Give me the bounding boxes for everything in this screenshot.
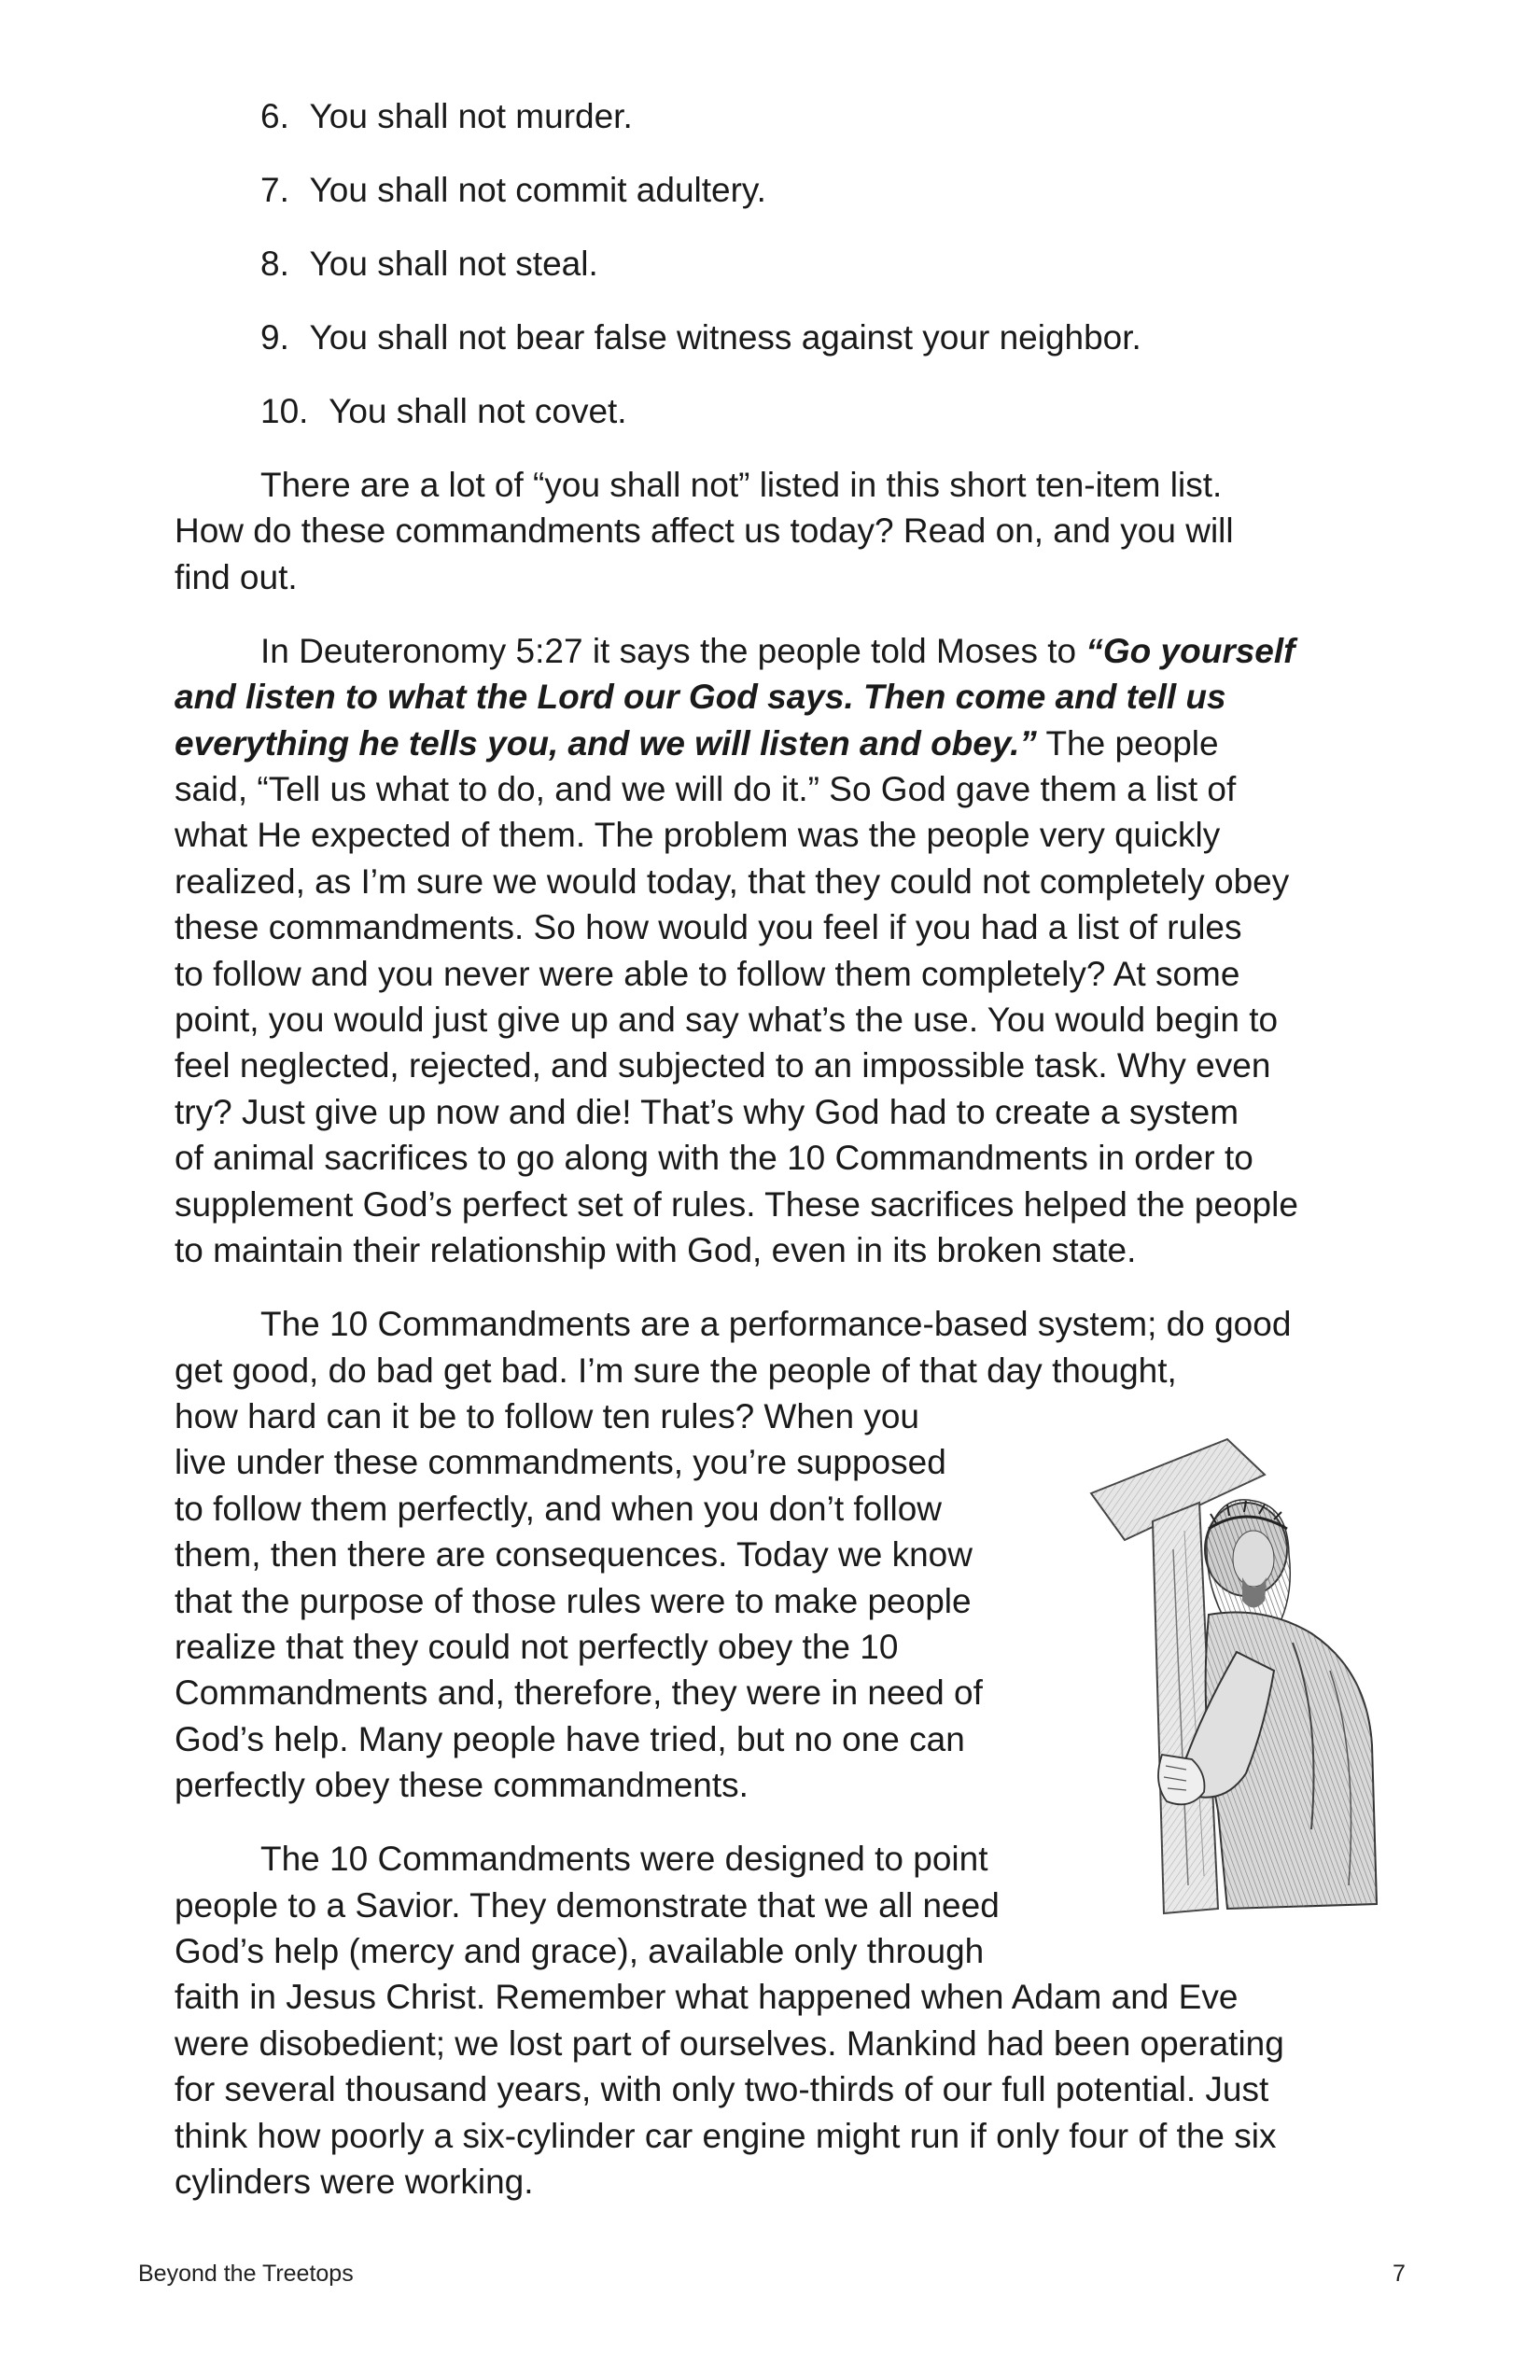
text-line: perfectly obey these commandments.: [175, 1766, 749, 1805]
page-number: 7: [1393, 2261, 1406, 2287]
commandment-item: [260, 167, 1388, 213]
text-line: point, you would just give up and say what’s the use. You would begin to: [175, 1001, 1279, 1040]
list-number: 9.: [260, 318, 289, 357]
text-line: God’s help (mercy and grace), available only through: [175, 1931, 985, 1970]
paragraph-intro: [175, 462, 1388, 600]
scripture-quote: everything he tells you, and we will listen and obey.”: [175, 723, 1037, 763]
list-number: 10.: [260, 392, 309, 430]
list-text: You shall not covet.: [329, 392, 627, 430]
text-line: God’s help. Many people have tried, but no one can: [175, 1719, 965, 1758]
text-line: The 10 Commandments are a performance-based system; do good: [260, 1305, 1292, 1344]
text-line: find out.: [175, 557, 298, 596]
text-line: get good, do bad get bad. I’m sure the people of that day thought,: [175, 1351, 1177, 1390]
text-line: to follow them perfectly, and when you don’t follow: [175, 1489, 942, 1528]
jesus-carrying-cross-icon: [1087, 1437, 1395, 1923]
text-line: How do these commandments affect us today? Read on, and you will: [175, 511, 1234, 551]
paragraph-deuteronomy: [175, 628, 1388, 1274]
text-line: them, then there are consequences. Today we know: [175, 1535, 973, 1575]
text-line: were disobedient; we lost part of ourselves. Mankind had been operating: [175, 2023, 1284, 2063]
commandment-item: [260, 241, 1388, 287]
text-line: realized, as I’m sure we would today, that they could not completely obey: [175, 861, 1290, 901]
text-line: feel neglected, rejected, and subjected to an impossible task. Why even: [175, 1046, 1271, 1085]
text-run: In Deuteronomy 5:27 it says the people told Moses to: [260, 631, 1086, 670]
scripture-quote: and listen to what the Lord our God says. Then come and tell us: [175, 678, 1226, 717]
text-line: people to a Savior. They demonstrate that we all need: [175, 1885, 1000, 1925]
text-line: live under these commandments, you’re supposed: [175, 1443, 946, 1482]
list-text: You shall not murder.: [309, 97, 633, 135]
text-run: The people: [1036, 723, 1219, 763]
book-title: Beyond the Treetops: [138, 2261, 354, 2287]
list-text: You shall not bear false witness against your neighbor.: [309, 318, 1141, 357]
text-line: realize that they could not perfectly obey the 10: [175, 1627, 899, 1666]
text-line: of animal sacrifices to go along with the 10 Commandments in order to: [175, 1139, 1253, 1178]
text-line: how hard can it be to follow ten rules? When you: [175, 1396, 920, 1435]
text-line: to maintain their relationship with God, even in its broken state.: [175, 1231, 1137, 1270]
commandment-item: [260, 93, 1388, 139]
list-number: 6.: [260, 97, 289, 135]
text-line: what He expected of them. The problem was the people very quickly: [175, 816, 1221, 855]
text-line: for several thousand years, with only two-thirds of our full potential. Just: [175, 2070, 1269, 2109]
text-line: that the purpose of those rules were to make people: [175, 1581, 972, 1620]
text-line: Commandments and, therefore, they were in need of: [175, 1673, 983, 1713]
scripture-quote: “Go yourself: [1085, 631, 1295, 670]
text-line: [175, 721, 1388, 766]
list-text: You shall not steal.: [309, 245, 598, 283]
list-number: 8.: [260, 245, 289, 283]
text-line: cylinders were working.: [175, 2163, 534, 2201]
text-line: supplement God’s perfect set of rules. These sacrifices helped the people: [175, 1184, 1298, 1224]
text-line: said, “Tell us what to do, and we will do it.” So God gave them a list of: [175, 770, 1237, 809]
text-line: to follow and you never were able to follow them completely? At some: [175, 954, 1240, 993]
commandment-item: [260, 388, 1388, 434]
text-line: try? Just give up now and die! That’s why God had to create a system: [175, 1092, 1239, 1131]
text-line: There are a lot of “you shall not” listed in this short ten-item list.: [260, 466, 1223, 504]
text-line: The 10 Commandments were designed to point: [260, 1840, 988, 1879]
text-line: faith in Jesus Christ. Remember what happened when Adam and Eve: [175, 1978, 1239, 2017]
commandment-item: [260, 315, 1388, 360]
text-line: think how poorly a six-cylinder car engine might run if only four of the six: [175, 2116, 1277, 2155]
list-number: 7.: [260, 171, 289, 209]
text-line: [175, 628, 1388, 674]
list-text: You shall not commit adultery.: [309, 171, 766, 209]
text-line: these commandments. So how would you feel if you had a list of rules: [175, 908, 1242, 947]
